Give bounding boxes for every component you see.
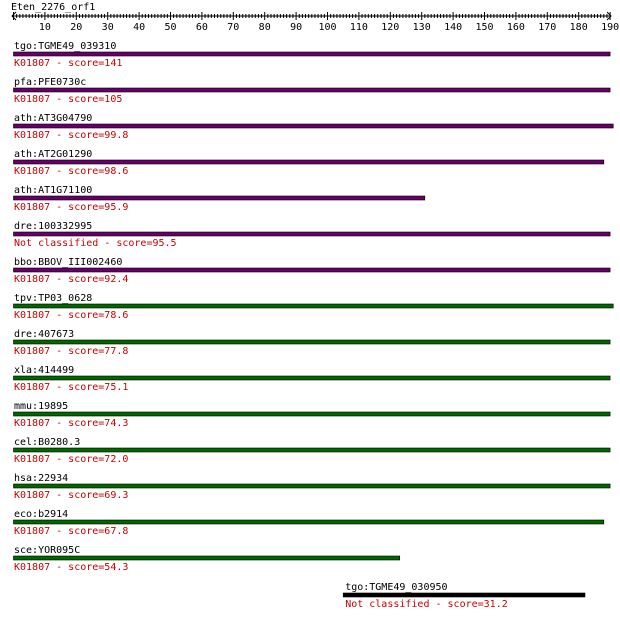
hit-name: sce:YOR095C xyxy=(14,545,81,556)
hit-bar[interactable] xyxy=(14,52,611,56)
tick-label: 40 xyxy=(133,22,146,33)
hit-row[interactable] xyxy=(14,185,425,213)
hit-bar[interactable] xyxy=(14,268,611,272)
hit-row[interactable] xyxy=(343,582,585,610)
hit-row[interactable] xyxy=(14,473,611,501)
hit-bar[interactable] xyxy=(14,556,400,560)
tick-label: 50 xyxy=(164,22,177,33)
hit-name: cel:B0280.3 xyxy=(14,437,81,448)
tick-label: 10 xyxy=(38,22,51,33)
tick-label: 170 xyxy=(538,22,557,33)
hit-score: K01807 - score=98.6 xyxy=(14,166,129,177)
hit-score: K01807 - score=75.1 xyxy=(14,382,129,393)
hit-score: K01807 - score=67.8 xyxy=(14,526,129,537)
tick-label: 100 xyxy=(318,22,337,33)
hit-name: bbo:BBOV_III002460 xyxy=(14,257,123,268)
hit-row[interactable] xyxy=(14,509,604,537)
hit-row[interactable] xyxy=(14,293,614,321)
tick-label: 150 xyxy=(475,22,494,33)
hit-name: hsa:22934 xyxy=(14,473,69,484)
hit-bar[interactable] xyxy=(14,304,614,308)
hit-row[interactable] xyxy=(14,221,611,249)
hit-bar[interactable] xyxy=(14,376,611,380)
hit-bar[interactable] xyxy=(14,196,425,200)
hit-bar[interactable] xyxy=(14,412,611,416)
hit-row[interactable] xyxy=(14,77,611,105)
hit-name: tgo:TGME49_039310 xyxy=(14,41,117,52)
ruler-axis xyxy=(11,2,619,33)
query-title: Eten_2276_orf1 xyxy=(11,2,96,13)
hit-score: K01807 - score=54.3 xyxy=(14,562,129,573)
hit-name: ath:AT3G04790 xyxy=(14,113,93,124)
hit-name: mmu:19895 xyxy=(14,401,69,412)
hit-bar[interactable] xyxy=(14,520,604,524)
tick-label: 160 xyxy=(506,22,525,33)
hit-bar[interactable] xyxy=(14,232,611,236)
hit-row[interactable] xyxy=(14,401,611,429)
hit-score: K01807 - score=77.8 xyxy=(14,346,129,357)
hit-bar[interactable] xyxy=(14,484,611,488)
tick-label: 130 xyxy=(412,22,431,33)
hit-list xyxy=(14,41,614,610)
hit-name: ath:AT2G01290 xyxy=(14,149,93,160)
hit-bar[interactable] xyxy=(14,448,611,452)
hit-name: dre:407673 xyxy=(14,329,75,340)
tick-label: 140 xyxy=(444,22,463,33)
hit-name: pfa:PFE0730c xyxy=(14,77,87,88)
hit-row[interactable] xyxy=(14,257,611,285)
tick-label: 90 xyxy=(290,22,303,33)
tick-label: 120 xyxy=(381,22,400,33)
hit-score: K01807 - score=95.9 xyxy=(14,202,129,213)
hit-score: K01807 - score=99.8 xyxy=(14,130,129,141)
hit-score: Not classified - score=95.5 xyxy=(14,238,177,249)
ruler-ticks xyxy=(14,12,620,33)
hit-name: dre:100332995 xyxy=(14,221,93,232)
hit-row[interactable] xyxy=(14,149,604,177)
tick-label: 20 xyxy=(70,22,83,33)
hit-bar[interactable] xyxy=(343,593,585,597)
tick-label: 190 xyxy=(601,22,620,33)
hit-bar[interactable] xyxy=(14,160,604,164)
hit-score: K01807 - score=69.3 xyxy=(14,490,129,501)
hit-name: ath:AT1G71100 xyxy=(14,185,93,196)
hit-row[interactable] xyxy=(14,113,614,141)
hit-name: tgo:TGME49_030950 xyxy=(345,582,448,593)
hit-score: K01807 - score=72.0 xyxy=(14,454,129,465)
hit-score: K01807 - score=141 xyxy=(14,58,123,69)
hit-bar[interactable] xyxy=(14,124,614,128)
hit-bar[interactable] xyxy=(14,340,611,344)
hit-name: eco:b2914 xyxy=(14,509,69,520)
tick-label: 70 xyxy=(227,22,240,33)
hit-row[interactable] xyxy=(14,545,400,573)
hit-name: tpv:TP03_0628 xyxy=(14,293,93,304)
hit-score: K01807 - score=92.4 xyxy=(14,274,129,285)
hit-score: Not classified - score=31.2 xyxy=(345,599,508,610)
tick-label: 30 xyxy=(101,22,114,33)
hit-name: xla:414499 xyxy=(14,365,75,376)
hit-row[interactable] xyxy=(14,437,611,465)
tick-label: 60 xyxy=(195,22,208,33)
hit-row[interactable] xyxy=(14,365,611,393)
hit-row[interactable] xyxy=(14,41,611,69)
hit-score: K01807 - score=105 xyxy=(14,94,123,105)
tick-label: 110 xyxy=(349,22,368,33)
hit-bar[interactable] xyxy=(14,88,611,92)
hit-score: K01807 - score=78.6 xyxy=(14,310,129,321)
hit-score: K01807 - score=74.3 xyxy=(14,418,129,429)
tick-label: 80 xyxy=(258,22,271,33)
tick-label: 180 xyxy=(569,22,588,33)
hit-row[interactable] xyxy=(14,329,611,357)
